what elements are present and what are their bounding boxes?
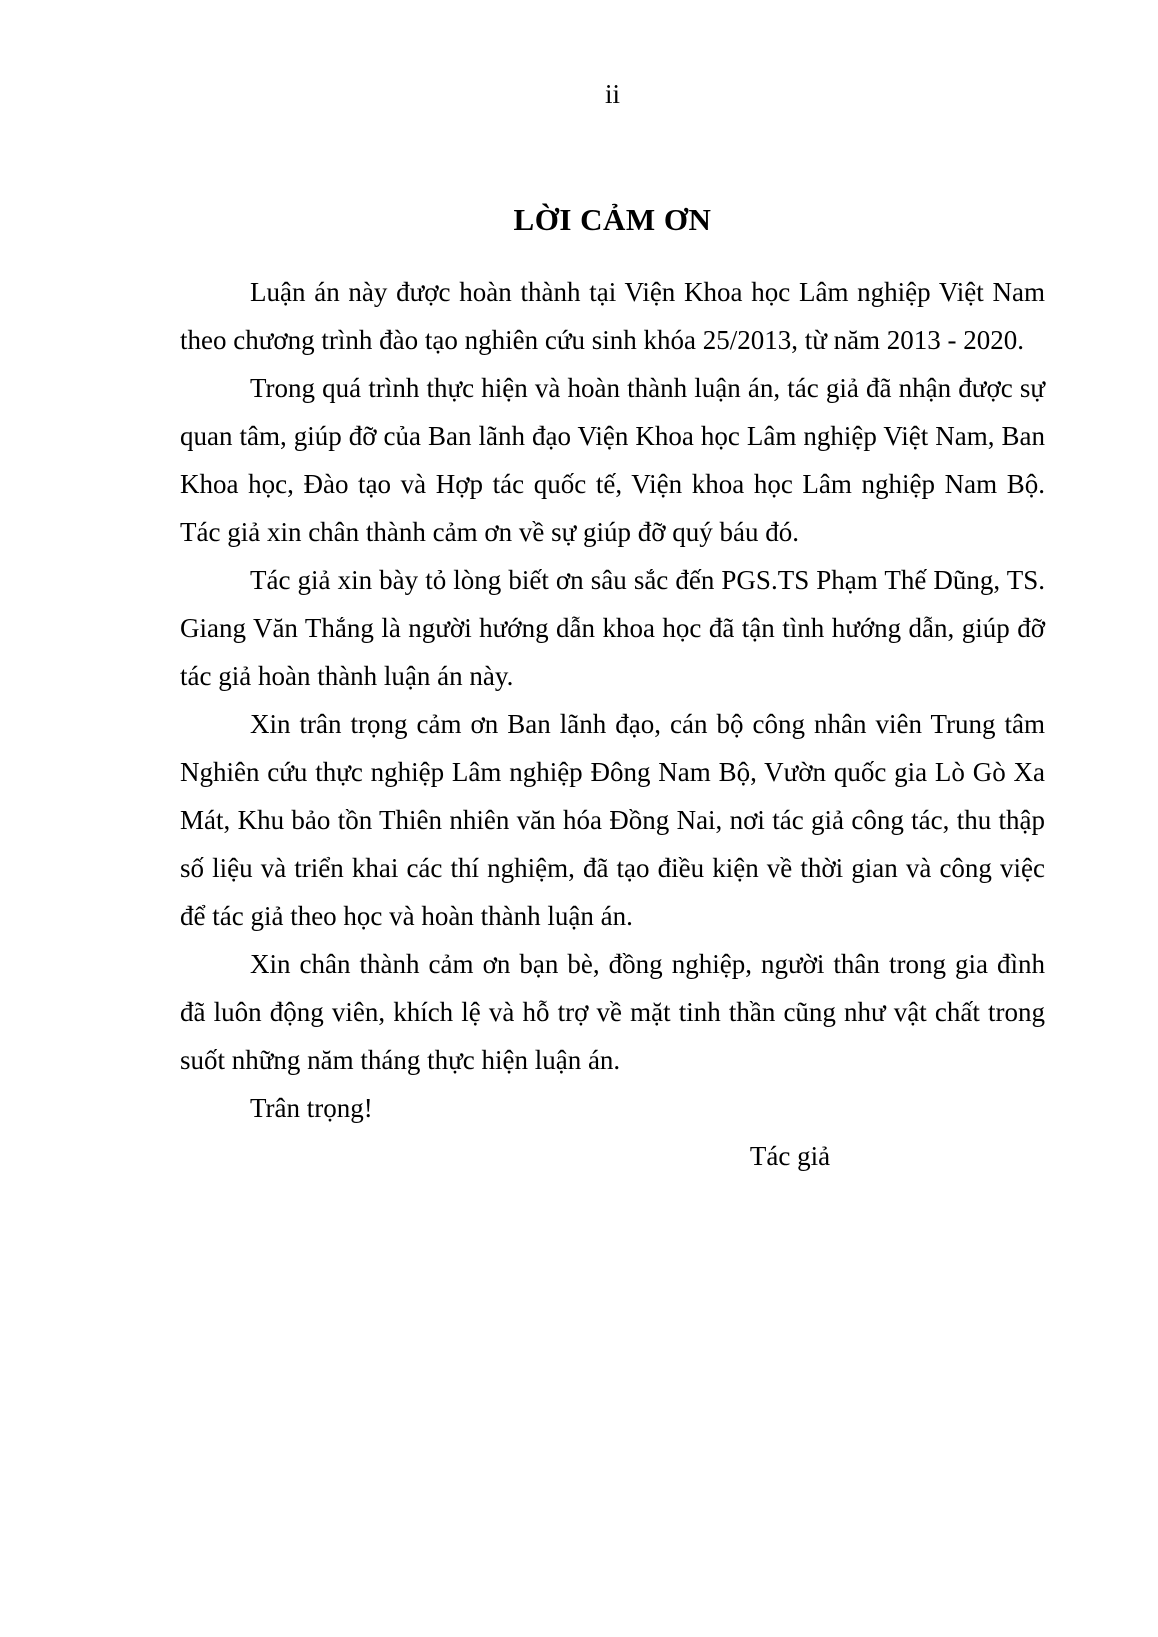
closing-line: Trân trọng! bbox=[250, 1093, 373, 1123]
paragraph-5: Xin chân thành cảm ơn bạn bè, đồng nghiệp, người thân trong gia đình đã luôn động viên, khích lệ và hỗ trợ về mặt tinh thần cũng như vật chất trong suốt những năm tháng thực hiện luận án. bbox=[180, 949, 1045, 1075]
page-number: ii bbox=[604, 79, 620, 109]
paragraph-4: Xin trân trọng cảm ơn Ban lãnh đạo, cán bộ công nhân viên Trung tâm Nghiên cứu thực nghiệp Lâm nghiệp Đông Nam Bộ, Vườn quốc gia Lò Gò Xa Mát, Khu bảo tồn Thiên nhiên văn hóa Đồng Nai, nơi tác giả công tác, thu thập số liệu và triển khai các thí nghiệm, đã tạo điều kiện về thời gian và công việc để tác giả theo học và hoàn thành luận án. bbox=[180, 709, 1045, 931]
author-signature-label: Tác giả bbox=[749, 1141, 831, 1171]
document-body bbox=[180, 268, 1045, 1180]
paragraph-1: Luận án này được hoàn thành tại Viện Khoa học Lâm nghiệp Việt Nam theo chương trình đào tạo nghiên cứu sinh khóa 25/2013, từ năm 2013 - 2020. bbox=[180, 277, 1045, 355]
paragraph-3: Tác giả xin bày tỏ lòng biết ơn sâu sắc đến PGS.TS Phạm Thế Dũng, TS. Giang Văn Thắng là người hướng dẫn khoa học đã tận tình hướng dẫn, giúp đỡ tác giả hoàn thành luận án này. bbox=[180, 565, 1045, 691]
page-title: LỜI CẢM ƠN bbox=[513, 202, 712, 237]
paragraph-2: Trong quá trình thực hiện và hoàn thành luận án, tác giả đã nhận được sự quan tâm, giúp đỡ của Ban lãnh đạo Viện Khoa học Lâm nghiệp Việt Nam, Ban Khoa học, Đào tạo và Hợp tác quốc tế, Viện khoa học Lâm nghiệp Nam Bộ. Tác giả xin chân thành cảm ơn về sự giúp đỡ quý báu đó. bbox=[180, 373, 1045, 547]
